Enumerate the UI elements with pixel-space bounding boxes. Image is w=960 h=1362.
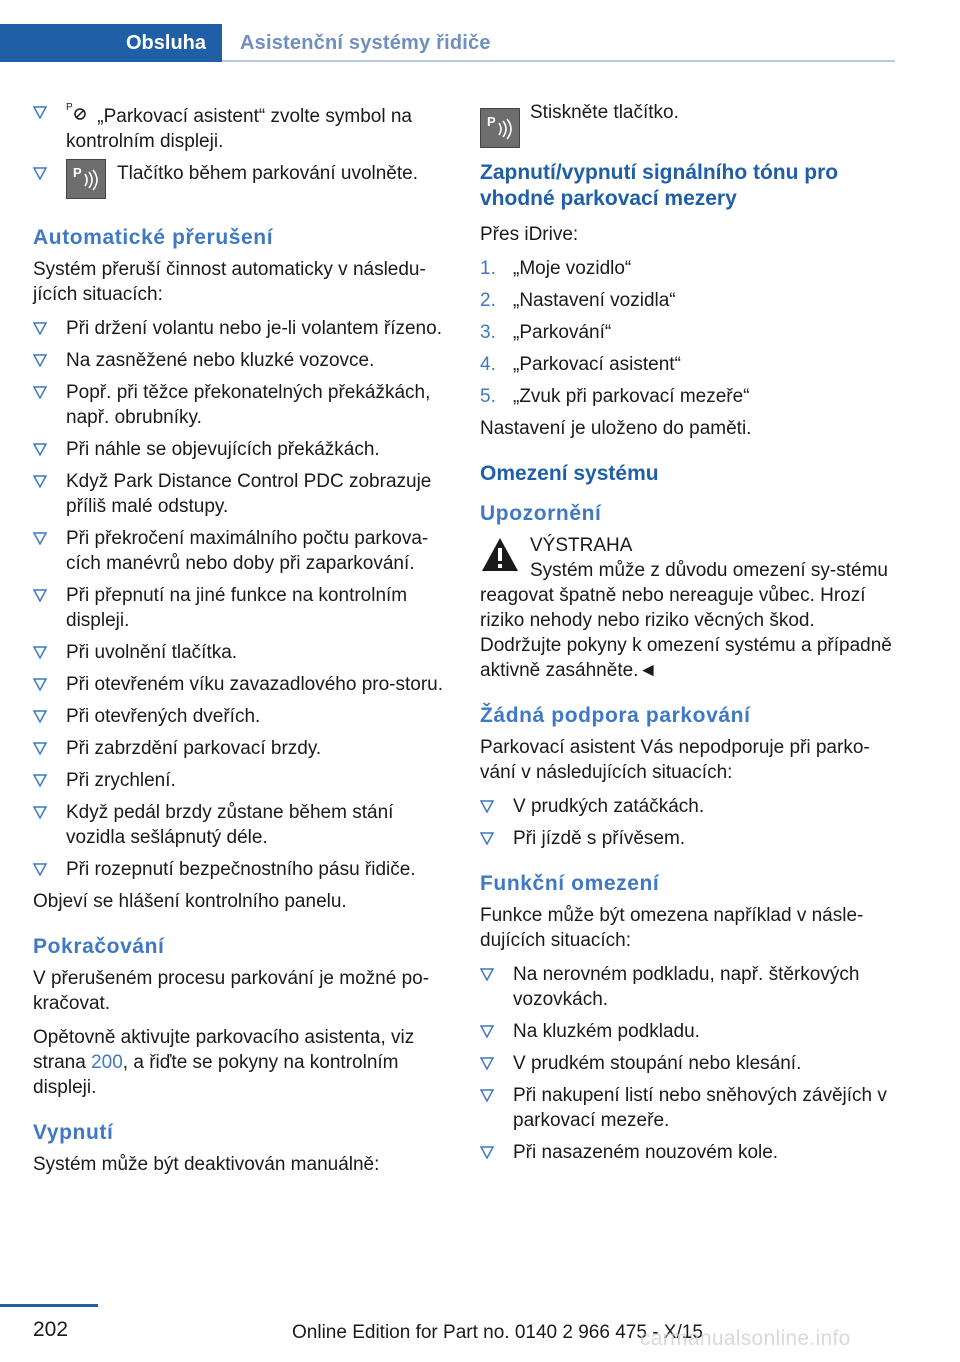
list-item xyxy=(33,800,448,850)
list-item-text: Při otevřených dveřích. xyxy=(66,706,261,727)
triangle-bullet-icon xyxy=(33,385,47,399)
triangle-bullet-icon xyxy=(33,677,47,691)
parking-button-icon xyxy=(480,108,520,148)
no-support-list xyxy=(480,794,895,851)
list-item xyxy=(33,437,448,462)
auto-interrupt-list xyxy=(33,316,448,882)
list-item xyxy=(33,100,448,154)
list-item-text: Při rozepnutí bezpečnostního pásu řidiče. xyxy=(66,859,416,880)
list-item-text: Tlačítko během parkování uvolněte. xyxy=(117,163,419,184)
list-item xyxy=(33,161,448,205)
list-item xyxy=(33,526,448,576)
list-item xyxy=(33,768,448,793)
auto-interrupt-heading: Automatické přerušení xyxy=(33,226,274,249)
list-item xyxy=(33,469,448,519)
page-number: 202 xyxy=(33,1318,69,1341)
tab-section-title[interactable]: Asistenční systémy řidiče xyxy=(240,32,491,54)
list-item-text: Při držení volantu nebo je-li volantem řízeno. xyxy=(66,318,442,339)
list-item-text: Při nasazeném nouzovém kole. xyxy=(513,1142,779,1163)
func-text: Funkce může být omezena například v násle-dujících situacích: xyxy=(480,905,864,951)
list-item xyxy=(33,672,448,697)
triangle-bullet-icon xyxy=(480,1088,494,1102)
press-button-text: Stiskněte tlačítko. xyxy=(530,102,679,123)
via-idrive: Přes iDrive: xyxy=(480,224,579,245)
list-item xyxy=(33,736,448,761)
no-support-text: Parkovací asistent Vás nepodporuje při parko-vání v následujících situacích: xyxy=(480,737,870,783)
press-button-row xyxy=(480,100,895,140)
continue-text: V přerušeném procesu parkování je možné po-kračovat. xyxy=(33,968,430,1014)
step-text: „Zvuk při parkovací mezeře“ xyxy=(513,386,750,407)
triangle-bullet-icon xyxy=(33,773,47,787)
triangle-bullet-icon xyxy=(33,474,47,488)
triangle-bullet-icon xyxy=(33,105,47,119)
triangle-bullet-icon xyxy=(33,805,47,819)
triangle-bullet-icon xyxy=(33,166,47,180)
list-item-text: Při náhle se objevujících překážkách. xyxy=(66,439,380,460)
page-header xyxy=(0,0,960,62)
triangle-bullet-icon xyxy=(33,709,47,723)
step-item xyxy=(480,256,895,281)
list-item xyxy=(33,348,448,373)
list-item xyxy=(33,857,448,882)
auto-interrupt-after: Objeví se hlášení kontrolního panelu. xyxy=(33,891,347,912)
header-divider xyxy=(222,60,895,62)
triangle-bullet-icon xyxy=(480,831,494,845)
triangle-bullet-icon xyxy=(33,741,47,755)
triangle-bullet-icon xyxy=(33,862,47,876)
no-support-heading: Žádná podpora parkování xyxy=(480,704,751,727)
triangle-bullet-icon xyxy=(33,353,47,367)
svg-text:P: P xyxy=(66,102,73,113)
parking-button-icon xyxy=(66,159,106,199)
list-item-text: Na nerovném podkladu, např. štěrkových vozovkách. xyxy=(513,964,860,1010)
triangle-bullet-icon xyxy=(33,531,47,545)
step-number: 5. xyxy=(480,386,496,407)
warning-text xyxy=(480,558,895,683)
continue-heading: Pokračování xyxy=(33,935,165,958)
idrive-steps xyxy=(480,256,895,409)
warning-text-body: Systém může z důvodu omezení sy-stému reagovat špatně nebo nereaguje vůbec. Hrozí riziko nehody nebo riziko věcných škod. Dodržujte pokyny k omezení systému a případně aktivně zasáhněte.◄ xyxy=(480,560,892,681)
list-item xyxy=(480,794,895,819)
list-item xyxy=(33,583,448,633)
step-number: 1. xyxy=(480,258,496,279)
warning-label: VÝSTRAHA xyxy=(530,535,633,556)
list-item-text: Na zasněžené nebo kluzké vozovce. xyxy=(66,350,375,371)
triangle-bullet-icon xyxy=(480,799,494,813)
triangle-bullet-icon xyxy=(480,1056,494,1070)
list-item xyxy=(33,704,448,729)
step-text: „Parkovací asistent“ xyxy=(513,354,681,375)
list-item xyxy=(33,380,448,430)
list-item xyxy=(480,1083,895,1133)
list-item-text: Při uvolnění tlačítka. xyxy=(66,642,238,663)
list-item-text: Při zrychlení. xyxy=(66,770,176,791)
list-item xyxy=(33,640,448,665)
limits-heading: Omezení systému xyxy=(480,462,659,485)
footer-divider xyxy=(0,1304,98,1307)
step-item xyxy=(480,288,895,313)
list-item xyxy=(480,962,895,1012)
watermark: carmanualsonline.info xyxy=(640,1327,851,1350)
list-item xyxy=(480,1051,895,1076)
svg-text:P: P xyxy=(487,114,496,129)
list-item-text: Když pedál brzdy zůstane během stání vozidla sešlápnutý déle. xyxy=(66,802,394,848)
list-item-text: Při jízdě s přívěsem. xyxy=(513,828,686,849)
list-item-text: V prudkých zatáčkách. xyxy=(513,796,705,817)
continue-text-2 xyxy=(33,1025,448,1100)
func-heading: Funkční omezení xyxy=(480,872,660,895)
tab-obsluha[interactable]: Obsluha xyxy=(0,24,222,62)
list-item xyxy=(480,1019,895,1044)
triangle-bullet-icon xyxy=(480,967,494,981)
edition-text: Online Edition for Part no. 0140 2 966 475 - X/15 xyxy=(292,1322,703,1343)
auto-interrupt-text: Systém přeruší činnost automaticky v následu-jících situacích: xyxy=(33,259,426,305)
left-column xyxy=(33,100,448,1186)
saved-text: Nastavení je uloženo do paměti. xyxy=(480,418,752,439)
list-item-text: Při otevřeném víku zavazadlového pro-storu. xyxy=(66,674,444,695)
func-list xyxy=(480,962,895,1165)
step-text: „Nastavení vozidla“ xyxy=(513,290,676,311)
list-item-text: Při překročení maximálního počtu parkova-cích manévrů nebo doby při zaparkování. xyxy=(66,528,429,574)
step-number: 3. xyxy=(480,322,496,343)
step-number: 2. xyxy=(480,290,496,311)
triangle-bullet-icon xyxy=(33,321,47,335)
warning-triangle-icon xyxy=(480,535,520,575)
page-link-200[interactable]: 200 xyxy=(91,1052,123,1073)
list-item xyxy=(33,316,448,341)
list-item-text: Na kluzkém podkladu. xyxy=(513,1021,700,1042)
step-item xyxy=(480,384,895,409)
off-text: Systém může být deaktivován manuálně: xyxy=(33,1154,380,1175)
signal-heading: Zapnutí/vypnutí signálního tónu pro vhodné parkovací mezery xyxy=(480,161,839,210)
list-item xyxy=(480,826,895,851)
list-item xyxy=(480,1140,895,1165)
list-item-text: Při přepnutí na jiné funkce na kontrolním displeji. xyxy=(66,585,408,631)
parking-assist-symbol-icon xyxy=(66,100,92,129)
svg-text:P: P xyxy=(73,165,82,180)
triangle-bullet-icon xyxy=(33,442,47,456)
list-item-text: Při zabrzdění parkovací brzdy. xyxy=(66,738,322,759)
triangle-bullet-icon xyxy=(33,645,47,659)
step-text: „Parkování“ xyxy=(513,322,612,343)
list-item-text: Při nakupení listí nebo sněhových závějích v parkovací mezeře. xyxy=(513,1085,887,1131)
list-item-text: Popř. při těžce překonatelných překážkách, např. obrubníky. xyxy=(66,382,431,428)
step-item xyxy=(480,352,895,377)
list-item-text: V prudkém stoupání nebo klesání. xyxy=(513,1053,802,1074)
continue-text-2a: Opětovně aktivujte parkovacího asistenta, viz strana xyxy=(33,1027,415,1073)
continue-text-2b: , a řiďte se pokyny na kontrolním displeji. xyxy=(33,1052,399,1098)
right-column xyxy=(480,100,895,1172)
list-item-text: „Parkovací asistent“ zvolte symbol na kontrolním displeji. xyxy=(66,106,412,152)
notes-heading: Upozornění xyxy=(480,502,602,525)
step-item xyxy=(480,320,895,345)
triangle-bullet-icon xyxy=(33,588,47,602)
step-number: 4. xyxy=(480,354,496,375)
step-text: „Moje vozidlo“ xyxy=(513,258,632,279)
triangle-bullet-icon xyxy=(480,1024,494,1038)
warning-block xyxy=(480,533,895,558)
intro-list xyxy=(33,100,448,205)
list-item-text: Když Park Distance Control PDC zobrazuje příliš malé odstupy. xyxy=(66,471,432,517)
off-heading: Vypnutí xyxy=(33,1121,114,1144)
triangle-bullet-icon xyxy=(480,1145,494,1159)
